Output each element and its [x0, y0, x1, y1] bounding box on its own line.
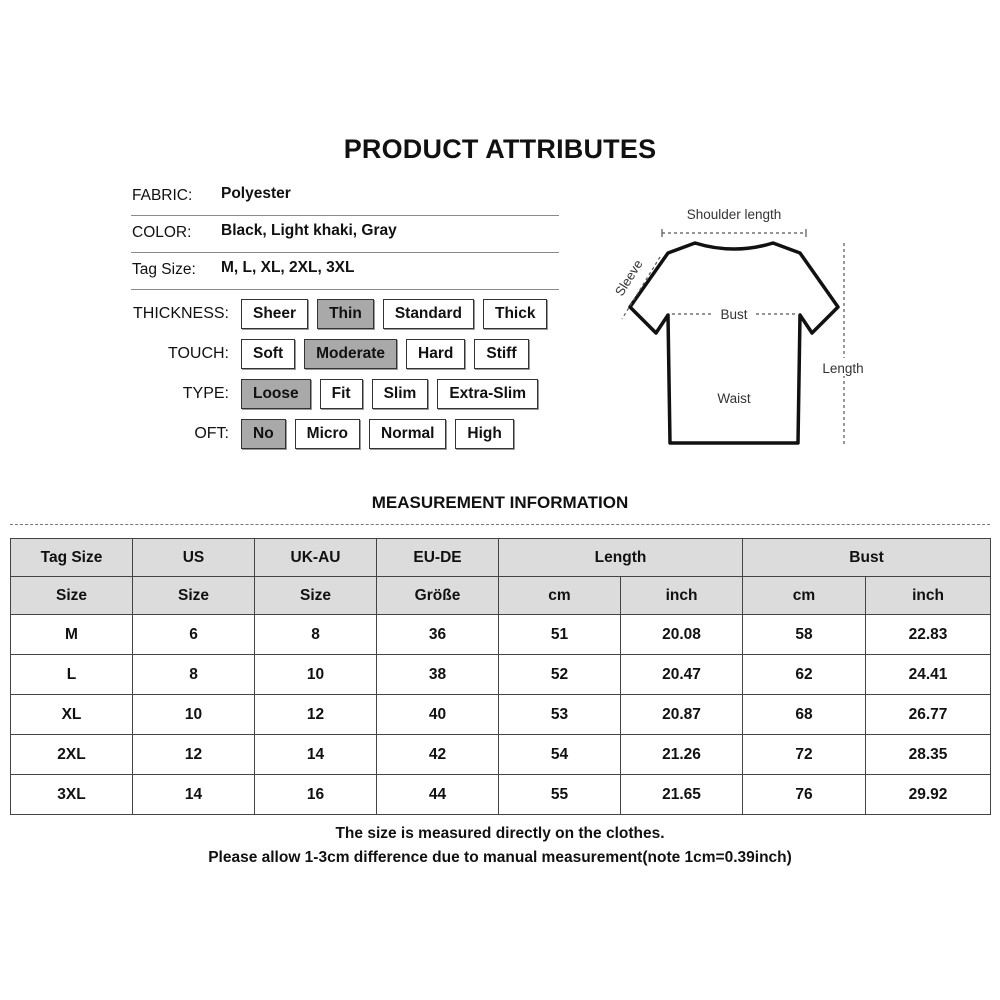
bust-label: Bust	[720, 307, 748, 322]
table-cell: 58	[743, 615, 866, 655]
table-cell: 26.77	[866, 695, 991, 735]
table-header-cell: Tag Size	[11, 539, 133, 577]
option-chip: Thick	[483, 299, 547, 329]
option-chip: Stiff	[474, 339, 528, 369]
table-cell: 16	[255, 775, 377, 815]
table-header-cell: Size	[133, 577, 255, 615]
option-row-label: TYPE:	[182, 385, 229, 402]
table-cell: 21.65	[621, 775, 743, 815]
table-row	[11, 695, 991, 735]
measurement-table	[10, 538, 991, 815]
table-cell: 24.41	[866, 655, 991, 695]
table-header-row	[11, 539, 991, 577]
shoulder-length-label: Shoulder length	[686, 207, 782, 222]
table-cell: 14	[255, 735, 377, 775]
table-cell: 8	[255, 615, 377, 655]
option-chip: Soft	[241, 339, 295, 369]
table-cell: 10	[255, 655, 377, 695]
table-cell: 42	[377, 735, 499, 775]
table-cell: 20.47	[621, 655, 743, 695]
table-header-cell: Length	[499, 539, 743, 577]
option-chip: Micro	[295, 419, 360, 449]
table-cell: 8	[133, 655, 255, 695]
tshirt-diagram-svg	[600, 195, 900, 465]
table-header-cell: cm	[743, 577, 866, 615]
option-row-thickness	[120, 299, 547, 329]
attribute-value: Black, Light khaki, Gray	[221, 222, 397, 239]
option-chip: Extra-Slim	[437, 379, 538, 409]
table-cell: 38	[377, 655, 499, 695]
tshirt-measurement-diagram	[600, 195, 900, 465]
table-cell: 22.83	[866, 615, 991, 655]
table-header-cell: US	[133, 539, 255, 577]
table-row	[11, 615, 991, 655]
table-cell: 52	[499, 655, 621, 695]
table-cell: 54	[499, 735, 621, 775]
table-header-cell: inch	[621, 577, 743, 615]
option-row-type	[120, 379, 538, 409]
table-cell: 55	[499, 775, 621, 815]
option-chip: Standard	[383, 299, 474, 329]
option-chip: Moderate	[304, 339, 397, 369]
table-cell: 28.35	[866, 735, 991, 775]
length-label: Length	[822, 361, 864, 376]
table-header-cell: Size	[255, 577, 377, 615]
table-cell: 40	[377, 695, 499, 735]
attribute-row-fabric	[131, 178, 559, 216]
page-title: PRODUCT ATTRIBUTES	[343, 134, 657, 164]
option-chip: Normal	[369, 419, 446, 449]
table-cell: 62	[743, 655, 866, 695]
table-cell: 20.08	[621, 615, 743, 655]
option-row-oft	[120, 419, 514, 449]
option-chip: Fit	[320, 379, 363, 409]
table-cell: XL	[11, 695, 133, 735]
table-header-cell: Bust	[743, 539, 991, 577]
option-row-label: OFT:	[194, 425, 229, 442]
table-cell: 36	[377, 615, 499, 655]
table-cell: 14	[133, 775, 255, 815]
table-cell: 2XL	[11, 735, 133, 775]
attribute-row-tag-size	[131, 252, 559, 290]
tshirt-outline-icon	[630, 243, 838, 443]
option-row-label: TOUCH:	[167, 345, 229, 362]
table-cell: 20.87	[621, 695, 743, 735]
dashed-divider	[10, 524, 990, 525]
option-row-label: THICKNESS:	[132, 305, 229, 322]
table-row	[11, 775, 991, 815]
option-row-touch	[120, 339, 529, 369]
attribute-value: M, L, XL, 2XL, 3XL	[221, 259, 355, 276]
attribute-label: FABRIC:	[132, 187, 193, 204]
table-cell: 12	[255, 695, 377, 735]
table-cell: 10	[133, 695, 255, 735]
option-list	[241, 299, 547, 329]
option-chip: Slim	[372, 379, 429, 409]
table-row	[11, 655, 991, 695]
table-cell: 6	[133, 615, 255, 655]
table-cell: 29.92	[866, 775, 991, 815]
table-header-cell: Size	[11, 577, 133, 615]
table-row	[11, 735, 991, 775]
table-cell: 68	[743, 695, 866, 735]
table-cell: 51	[499, 615, 621, 655]
table-header-cell: EU-DE	[377, 539, 499, 577]
attribute-label: COLOR:	[132, 224, 192, 241]
table-cell: 72	[743, 735, 866, 775]
waist-label: Waist	[717, 391, 751, 406]
option-chip: Hard	[406, 339, 465, 369]
table-cell: 12	[133, 735, 255, 775]
note-line: Please allow 1-3cm difference due to manual measurement(note 1cm=0.39inch)	[208, 849, 792, 866]
attribute-label: Tag Size:	[132, 261, 196, 278]
option-chip: Sheer	[241, 299, 308, 329]
table-header-cell: cm	[499, 577, 621, 615]
option-list	[241, 419, 514, 449]
attribute-value: Polyester	[221, 185, 291, 202]
table-cell: 76	[743, 775, 866, 815]
option-chip: High	[455, 419, 513, 449]
table-cell: 44	[377, 775, 499, 815]
table-header-cell: inch	[866, 577, 991, 615]
option-list	[241, 379, 538, 409]
table-cell: 3XL	[11, 775, 133, 815]
option-list	[241, 339, 529, 369]
table-cell: M	[11, 615, 133, 655]
table-body	[11, 615, 991, 815]
attribute-row-color	[131, 215, 559, 253]
note-line: The size is measured directly on the clothes.	[335, 825, 665, 842]
table-subheader-row	[11, 577, 991, 615]
option-chip: No	[241, 419, 286, 449]
option-chip: Thin	[317, 299, 374, 329]
table-header-cell: UK-AU	[255, 539, 377, 577]
sleeve-label: Sleeve	[611, 256, 646, 299]
option-chip: Loose	[241, 379, 311, 409]
measurement-title: MEASUREMENT INFORMATION	[371, 493, 629, 512]
table-cell: 53	[499, 695, 621, 735]
table-cell: L	[11, 655, 133, 695]
table-cell: 21.26	[621, 735, 743, 775]
table-header-cell: Größe	[377, 577, 499, 615]
